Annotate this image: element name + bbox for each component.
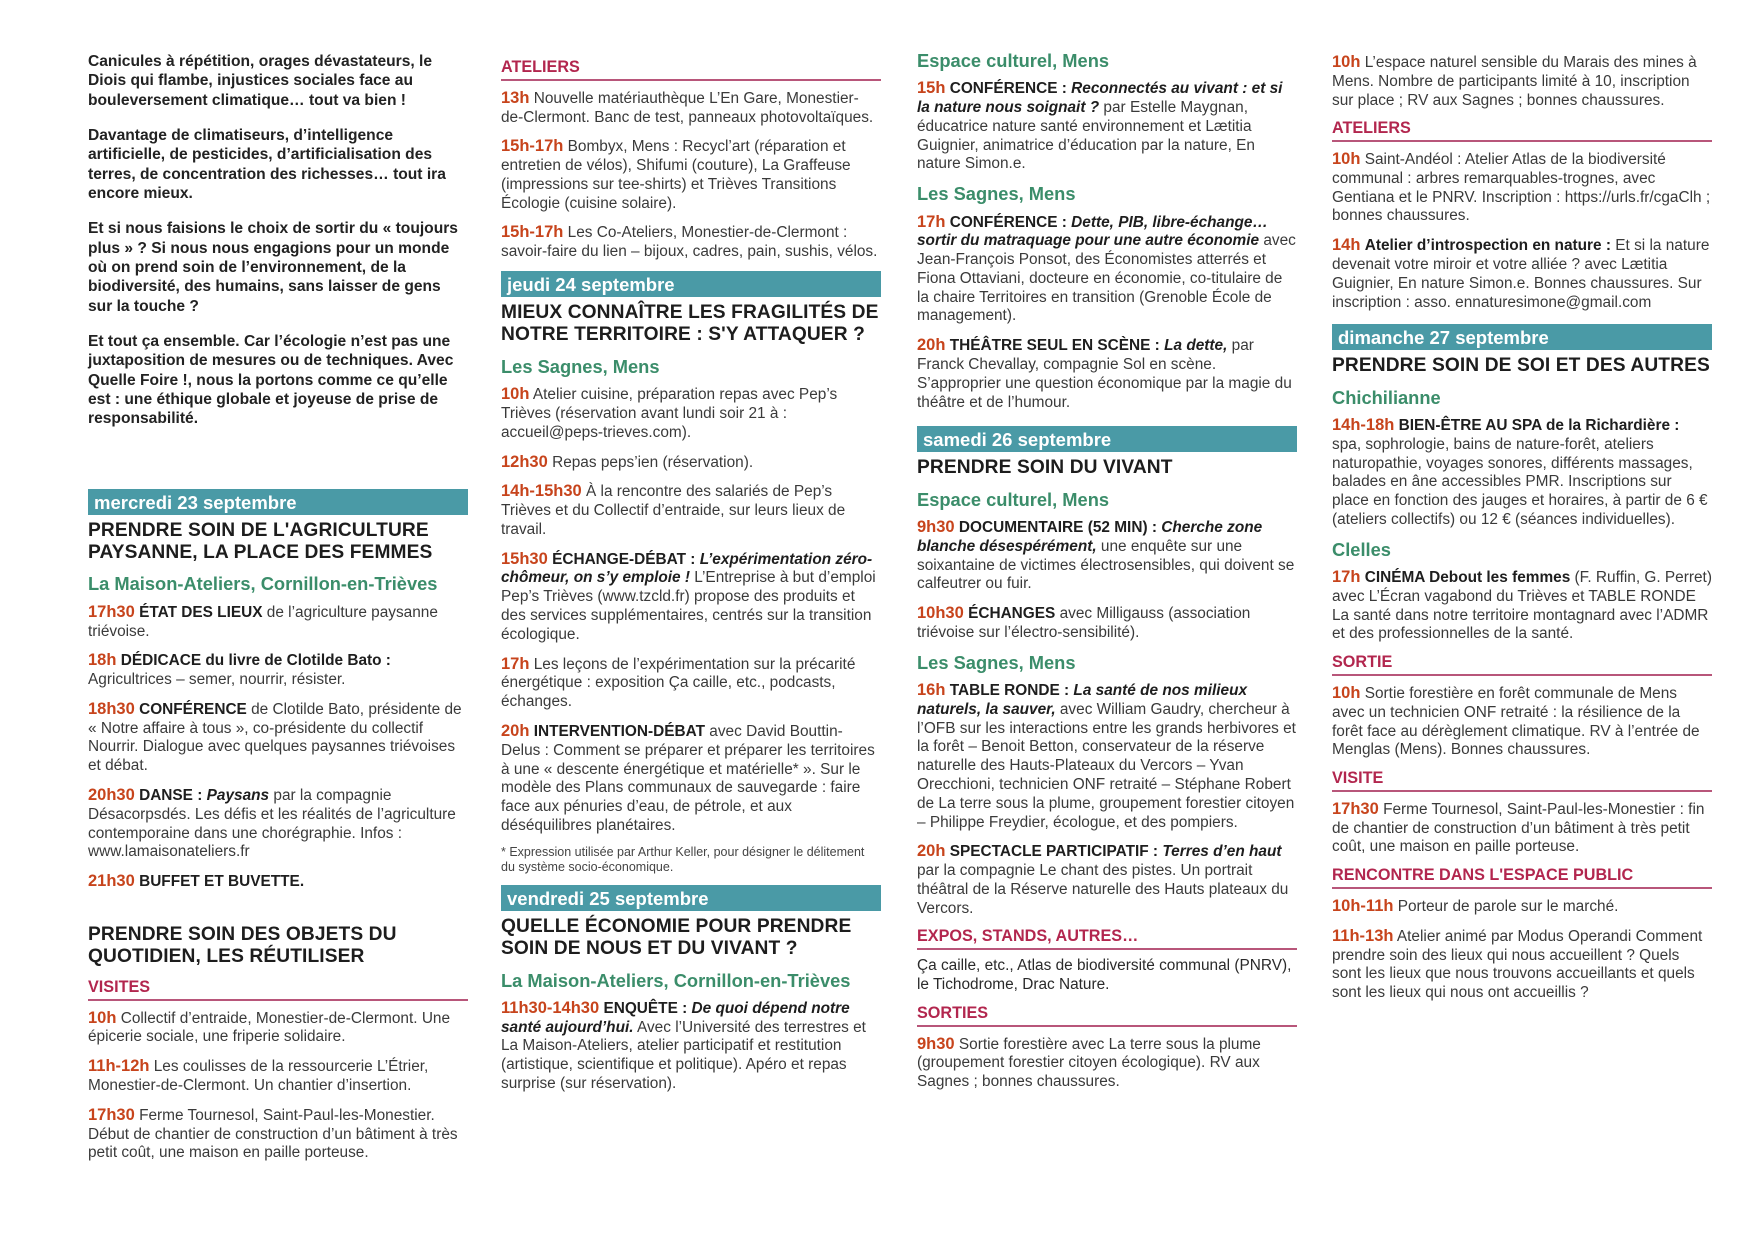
- event-text: Les coulisses de la ressourcerie L’Étrier, Monestier-de-Clermont. Un chantier d’insertion.: [88, 1058, 429, 1094]
- column-2: [501, 52, 881, 1103]
- event-time: 11h30-14h30: [501, 998, 600, 1017]
- intro-paragraph: Et tout ça ensemble. Car l’écologie n’est pas une juxtaposition de mesures ou de techniques. Avec Quelle Foire !, nous la portons comme ce qu’elle est : une éthique globale et joyeuse de prise de responsabilité.: [88, 332, 454, 428]
- event-kind: Atelier d’introspection en nature :: [1364, 237, 1611, 255]
- event-item: [1332, 52, 1712, 110]
- event-text: spa, sophrologie, bains de nature-forêt, ateliers naturopathie, voyages sonores, différents massages, balades en âne accessibles PMR. Inscriptions sur place en fonction des jauges et horaires, à partir de 6 € (ateliers collectifs) ou 12 € (séances individuelles).: [1332, 435, 1708, 529]
- event-list: [1332, 149, 1712, 312]
- event-text: de l’agriculture paysanne triévoise.: [88, 603, 438, 640]
- category-expos: EXPOS, STANDS, AUTRES…: [917, 927, 1297, 950]
- event-item: [88, 785, 468, 862]
- event-time: 20h: [501, 721, 530, 740]
- event-item: [917, 335, 1297, 412]
- event-item: [917, 212, 1297, 327]
- event-text: Avec l’Université des terrestres et La Maison-Ateliers, atelier participatif et restitution (artistique, scientifique et politique). Apéro et repas surprise (sur réservation).: [501, 1018, 866, 1092]
- event-list: [501, 88, 881, 262]
- venue-title: Les Sagnes, Mens: [917, 651, 1076, 673]
- event-text: Atelier cuisine, préparation repas avec Pep’s Trièves (réservation avant lundi soir 21 à : accueil@peps-trieves.com).: [501, 386, 838, 441]
- day-header-sunday: dimanche 27 septembre: [1332, 324, 1712, 350]
- event-text: Et si la nature devenait votre miroir et votre alliée ? avec Lætitia Guignier, En nature Simon.e. Bonnes chaussures. Sur inscription : asso. ennaturesimone@gmail.com: [1332, 237, 1710, 311]
- event-kind: DOCUMENTAIRE (52 MIN) :: [958, 519, 1157, 537]
- event-text: Les leçons de l’expérimentation sur la précarité énergétique : exposition Ça caille, etc., podcasts, échanges.: [501, 655, 856, 711]
- event-kind: ÉTAT DES LIEUX: [139, 603, 263, 621]
- event-kind: DÉDICACE du livre de Clotilde Bato :: [120, 652, 391, 670]
- event-title: La dette,: [1164, 337, 1228, 355]
- event-time: 10h: [501, 385, 530, 404]
- event-time: 9h30: [917, 518, 955, 537]
- event-item: [501, 384, 881, 442]
- event-item: [917, 841, 1297, 918]
- event-text: avec William Gaudry, chercheur à l’OFB sur les interactions entre les grands herbivores et la forêt – Benoit Betton, conservateur de la réserve naturelle des Hauts-Plateaux du Vercors – Yvan Orecchioni, technicien ONF retraité – Stéphane Robert de La terre sous la plume, groupement forestier citoyen – Philippe Freydier, écologue, et des pompiers.: [917, 700, 1296, 831]
- column-3: [917, 52, 1297, 1101]
- venue-title: Les Sagnes, Mens: [501, 355, 660, 377]
- event-list: [88, 602, 468, 892]
- event-list: [917, 680, 1297, 918]
- event-time: 10h-11h: [1332, 897, 1394, 916]
- event-item: [88, 650, 468, 690]
- event-text: une enquête sur une soixantaine de victimes électrosensibles, qui doivent se calfeutrer ou fuir.: [917, 537, 1295, 593]
- intro-paragraph: Canicules à répétition, orages dévastateurs, le Diois qui flambe, injustices sociales face au bouleversement climatique… tout va bien !: [88, 53, 433, 109]
- event-text: Sortie forestière avec La terre sous la plume (groupement forestier citoyen écologique). RV aux Sagnes ; bonnes chaussures.: [917, 1035, 1261, 1091]
- event-item: [1332, 415, 1712, 530]
- event-list: [1332, 799, 1712, 857]
- event-time: 17h30: [1332, 799, 1379, 818]
- event-time: 16h: [917, 681, 946, 700]
- event-item: [88, 871, 468, 892]
- event-text: Agricultrices – semer, nourrir, résister.: [88, 671, 346, 689]
- event-text: Ferme Tournesol, Saint-Paul-les-Monestier : fin de chantier de construction d’un bâtiment à très petit coût, une maison en paille porteuse.: [1332, 800, 1705, 856]
- theme-title: PRENDRE SOIN DE L'AGRICULTURE PAYSANNE, LA PLACE DES FEMMES: [88, 519, 433, 564]
- category-visite: VISITE: [1332, 769, 1712, 792]
- intro-paragraph: Davantage de climatiseurs, d’intelligence artificielle, de pesticides, d’artificialisation des terres, de concentration des richesses… tout ira encore mieux.: [88, 126, 446, 202]
- event-item: [1332, 926, 1712, 1003]
- theme-title: PRENDRE SOIN DE SOI ET DES AUTRES: [1332, 355, 1710, 377]
- category-sortie: SORTIE: [1332, 653, 1712, 676]
- event-time: 15h30: [501, 549, 548, 568]
- event-item: [501, 998, 881, 1094]
- event-item: [501, 549, 881, 645]
- event-time: 17h30: [88, 1105, 135, 1124]
- theme-title: MIEUX CONNAÎTRE LES FRAGILITÉS DE NOTRE TERRITOIRE : S'Y ATTAQUER ?: [501, 302, 879, 346]
- event-item: [917, 78, 1297, 174]
- event-text: Porteur de parole sur le marché.: [1397, 898, 1619, 916]
- event-item: [1332, 149, 1712, 226]
- event-time: 15h-17h: [501, 223, 564, 242]
- event-list: [917, 78, 1297, 174]
- event-time: 20h: [917, 842, 946, 861]
- event-item: [1332, 235, 1712, 312]
- event-text: Bombyx, Mens : Recycl’art (réparation et entretien de vélos), Shifumi (couture), La Graffeuse (impressions sur tee-shirts) et Trièves Transitions Écologie (cuisine solaire).: [501, 138, 851, 212]
- event-list: [917, 517, 1297, 643]
- event-list: [1332, 683, 1712, 760]
- event-list: [1332, 896, 1712, 1003]
- venue-title: Espace culturel, Mens: [917, 50, 1110, 71]
- event-time: 14h-15h30: [501, 482, 582, 501]
- event-list: [1332, 415, 1712, 530]
- event-time: 17h: [917, 212, 946, 231]
- intro: [88, 52, 468, 429]
- event-item: [88, 1056, 468, 1096]
- event-kind: CONFÉRENCE :: [949, 213, 1067, 231]
- event-text: par la compagnie Le chant des pistes. Un portrait théâtral de la Réserve naturelle des Hauts plateaux du Vercors.: [917, 862, 1289, 917]
- event-kind: DANSE :: [139, 787, 203, 805]
- event-title: Terres d’en haut: [1162, 843, 1282, 861]
- event-kind: TABLE RONDE :: [949, 682, 1070, 700]
- theme-title: PRENDRE SOIN DES OBJETS DU QUOTIDIEN, LES RÉUTILISER: [88, 923, 397, 968]
- event-title: La santé de nos milieux naturels, la sauver,: [917, 682, 1248, 718]
- event-time: 10h: [88, 1008, 117, 1027]
- event-item: [501, 654, 881, 712]
- event-time: 18h30: [88, 699, 135, 718]
- event-text: L’espace naturel sensible du Marais des mines à Mens. Nombre de participants limité à 10, inscription sur place ; RV aux Sagnes ; bonnes chaussures.: [1332, 54, 1697, 109]
- category-ateliers: ATELIERS: [1332, 119, 1712, 142]
- intro-paragraph: Et si nous faisions le choix de sortir du « toujours plus » ? Si nous nous engagions pour un monde où on prend soin de l’environnement, de la biodiversité, des humains, sans laisser de gens sur la touche ?: [88, 220, 458, 315]
- event-time: 20h: [917, 336, 946, 355]
- footnote: * Expression utilisée par Arthur Keller, pour désigner le délitement du système socio-économique.: [501, 844, 865, 874]
- day-header-friday: vendredi 25 septembre: [501, 885, 881, 911]
- event-text: À la rencontre des salariés de Pep’s Trièves et du Collectif d’entraide, sur leurs lieux de travail.: [501, 483, 846, 538]
- event-list: [88, 1008, 468, 1163]
- expos-text: Ça caille, etc., Atlas de biodiversité communal (PNRV), le Tichodrome, Drac Nature.: [917, 957, 1292, 994]
- event-title: Paysans: [206, 787, 270, 805]
- event-text: Atelier animé par Modus Operandi Comment prendre soin des lieux qui nous accueillent ? Quels sont les lieux que nous trouvons accueillants et quels sont les lieux qui nous ont accueillis ?: [1332, 927, 1703, 1002]
- event-time: 20h30: [88, 786, 135, 805]
- category-ateliers: ATELIERS: [501, 58, 881, 81]
- event-text: par Franck Chevallay, compagnie Sol en scène. S’approprier une question économique par la magie du théâtre et de l’humour.: [917, 337, 1292, 411]
- event-kind: BUFFET ET BUVETTE.: [139, 873, 305, 891]
- event-item: [1332, 683, 1712, 760]
- event-text: Nouvelle matériauthèque L’En Gare, Monestier-de-Clermont. Banc de test, panneaux photovoltaïques.: [501, 89, 874, 126]
- event-text: de Clotilde Bato, présidente de « Notre affaire à tous », co-présidente du collectif Nourrir. Dialogue avec quelques paysannes triévoises et débat.: [88, 700, 462, 775]
- event-time: 18h: [88, 651, 117, 670]
- day-header-thursday: jeudi 24 septembre: [501, 271, 881, 297]
- event-time: 17h30: [88, 602, 135, 621]
- event-item: [917, 680, 1297, 832]
- event-time: 15h: [917, 79, 946, 98]
- event-kind: INTERVENTION-DÉBAT: [533, 722, 706, 740]
- event-text: avec Jean-François Ponsot, des Économistes atterrés et Fiona Ottaviani, docteure en économie, co-titulaire de la chaire Territoires en transition (Grenoble École de management).: [917, 232, 1296, 325]
- event-time: 12h30: [501, 452, 548, 471]
- event-list: [917, 212, 1297, 413]
- event-item: [1332, 567, 1712, 644]
- event-item: [917, 1034, 1297, 1092]
- venue-title: Espace culturel, Mens: [917, 488, 1110, 510]
- event-item: [917, 517, 1297, 594]
- event-title: Reconnectés au vivant : et si la nature nous soignait ?: [917, 80, 1283, 117]
- event-item: [1332, 799, 1712, 857]
- venue-title: Les Sagnes, Mens: [917, 183, 1076, 205]
- event-text: Ferme Tournesol, Saint-Paul-les-Monestier. Début de chantier de construction d’un bâtiment à très petit coût, une maison en paille porteuse.: [88, 1106, 458, 1162]
- category-visites: VISITES: [88, 978, 468, 1001]
- event-time: 11h-12h: [88, 1057, 150, 1076]
- event-list: [501, 998, 881, 1094]
- event-item: [501, 452, 881, 473]
- event-item: [1332, 896, 1712, 917]
- event-item: [501, 222, 881, 262]
- event-kind: SPECTACLE PARTICIPATIF :: [949, 843, 1159, 861]
- event-time: 10h: [1332, 684, 1361, 703]
- event-time: 14h-18h: [1332, 416, 1395, 435]
- event-kind: CONFÉRENCE :: [949, 80, 1067, 98]
- event-list: [501, 384, 881, 835]
- event-title: Dette, PIB, libre-échange… sortir du matraquage pour une autre économie: [917, 213, 1268, 250]
- event-time: 10h: [1332, 150, 1361, 169]
- event-text: avec David Bouttin-Delus : Comment se préparer et préparer les territoires à une « descente énergétique et matérielle* ». Sur le modèle des Plans communaux de sauvegarde : faire face aux pénuries d’eau, de pétrole, et aux déséquilibres planétaires.: [501, 722, 875, 834]
- event-text: Sortie forestière en forêt communale de Mens avec un technicien ONF retraité : la résilience de la forêt face au dérèglement climatique. RV à l’entrée de Menglas (Mens). Bonnes chaussures.: [1332, 685, 1700, 759]
- venue-title: La Maison-Ateliers, Cornillon-en-Trièves: [88, 573, 438, 595]
- event-kind: BIEN-ÊTRE AU SPA de la Richardière :: [1398, 417, 1680, 435]
- event-text: Repas peps’ien (réservation).: [552, 453, 754, 471]
- column-1: [88, 52, 468, 1172]
- event-item: [917, 603, 1297, 643]
- event-time: 15h-17h: [501, 137, 564, 156]
- event-text: par la compagnie Désacorpsdés. Les défis et les réalités de l’agriculture contemporaine dans une chorégraphie. Infos : www.lamaisonateliers.fr: [88, 787, 456, 861]
- event-item: [88, 699, 468, 776]
- venue-title: La Maison-Ateliers, Cornillon-en-Trièves: [501, 969, 851, 991]
- venue-title: Clelles: [1332, 538, 1391, 560]
- event-text: avec Milligauss (association triévoise sur l’électro-sensibilité).: [917, 605, 1251, 642]
- venue-title: Chichilianne: [1332, 386, 1441, 408]
- theme-title: PRENDRE SOIN DU VIVANT: [917, 457, 1173, 479]
- event-list: [1332, 52, 1712, 110]
- event-list: [1332, 567, 1712, 644]
- event-title: De quoi dépend notre santé aujourd’hui.: [501, 999, 850, 1036]
- column-4: [1332, 52, 1712, 1012]
- event-time: 13h: [501, 88, 530, 107]
- event-time: 14h: [1332, 236, 1361, 255]
- event-item: [88, 602, 468, 642]
- event-time: 17h: [501, 654, 530, 673]
- event-kind: ÉCHANGE-DÉBAT :: [552, 550, 696, 568]
- event-time: 17h: [1332, 568, 1361, 587]
- event-item: [501, 481, 881, 539]
- event-item: [501, 136, 881, 213]
- event-time: 10h30: [917, 604, 964, 623]
- event-time: 9h30: [917, 1034, 955, 1053]
- event-kind: ENQUÊTE :: [603, 999, 688, 1017]
- event-item: [88, 1008, 468, 1048]
- event-text: par Estelle Maygnan, éducatrice nature santé environnement et Lætitia Guignier, animatrice d’éducation par la nature, En nature Simon.e.: [917, 99, 1255, 173]
- event-time: 11h-13h: [1332, 926, 1394, 945]
- event-list: [917, 1034, 1297, 1092]
- event-text: Collectif d’entraide, Monestier-de-Clermont. Une épicerie sociale, une friperie solidaire.: [88, 1009, 451, 1046]
- event-item: [501, 721, 881, 836]
- event-kind: THÉÂTRE SEUL EN SCÈNE :: [949, 337, 1160, 355]
- event-title: L’expérimentation zéro-chômeur, on s’y emploie !: [501, 550, 873, 587]
- event-kind: ÉCHANGES: [968, 605, 1056, 623]
- event-text: Les Co-Ateliers, Monestier-de-Clermont : savoir-faire du lien – bijoux, cadres, pain, sushis, vélos.: [501, 224, 878, 261]
- event-item: [88, 1105, 468, 1163]
- event-text: (F. Ruffin, G. Perret) avec L’Écran vagabond du Trièves et TABLE RONDE La santé dans notre territoire montagnard avec l’ADMR et des professionnelles de la santé.: [1332, 569, 1712, 643]
- event-text: Saint-Andéol : Atelier Atlas de la biodiversité communal : arbres remarquables-trognes, avec Gentiana et le PNRV. Inscription : https://urls.fr/cgaClh ; bonnes chaussures.: [1332, 151, 1711, 225]
- event-time: 21h30: [88, 872, 135, 891]
- event-title: Cherche zone blanche désespérément,: [917, 519, 1263, 555]
- category-sorties: SORTIES: [917, 1004, 1297, 1027]
- event-text: L’Entreprise à but d’emploi Pep’s Trièves (www.tzcld.fr) propose des produits et des services supplémentaires, centrés sur la transition écologique.: [501, 569, 876, 643]
- day-header-wednesday: mercredi 23 septembre: [88, 489, 468, 515]
- theme-title: QUELLE ÉCONOMIE POUR PRENDRE SOIN DE NOUS ET DU VIVANT ?: [501, 915, 852, 960]
- event-kind: CINÉMA Debout les femmes: [1364, 569, 1571, 587]
- event-item: [501, 88, 881, 128]
- category-rencontre: RENCONTRE DANS L'ESPACE PUBLIC: [1332, 866, 1712, 889]
- day-header-saturday: samedi 26 septembre: [917, 426, 1297, 452]
- event-kind: CONFÉRENCE: [139, 700, 247, 718]
- event-time: 10h: [1332, 53, 1361, 71]
